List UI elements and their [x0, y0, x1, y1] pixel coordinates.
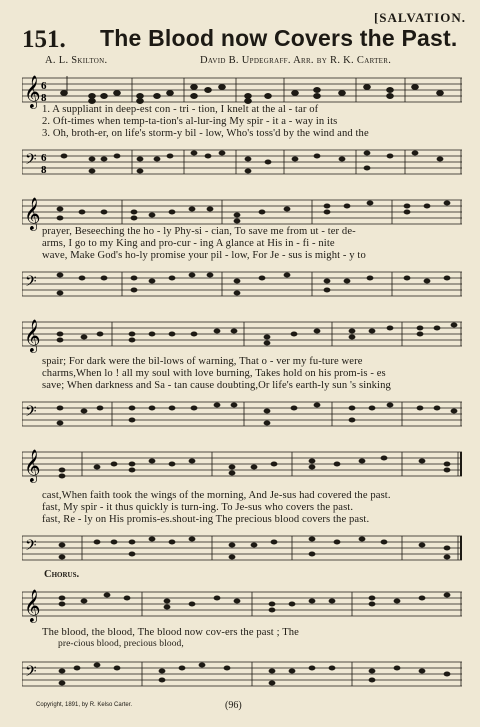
hymn-title: The Blood now Covers the Past.	[100, 25, 458, 51]
bass-staff-4	[22, 526, 462, 568]
treble-staff-chorus	[22, 582, 462, 626]
treble-staff-4	[22, 442, 462, 488]
page-number: (96)	[225, 700, 242, 711]
treble-staff-3	[22, 312, 462, 356]
bass-staff-2	[22, 262, 462, 308]
lyric-line: arms, I go to my King and pro-cur - ing A glance at His in - fi - nite	[42, 238, 335, 249]
lyric-line: 1. A suppliant in deep-est con - tri - tion, I knelt at the al - tar of	[42, 104, 319, 115]
lyric-line: wave, Make God's ho-ly promise your pil - low, For Je - sus is might - y to	[42, 250, 366, 261]
bass-clef-icon: 𝄢	[25, 273, 37, 294]
lyric-line: charms,When lo ! all my soul with love burning, Takes hold on his prom-is - es	[42, 368, 386, 379]
words-credit: A. L. Skilton.	[45, 55, 108, 66]
bass-staff-3	[22, 392, 462, 438]
treble-clef-icon: 𝄞	[24, 75, 41, 108]
svg-text:8: 8	[41, 164, 47, 176]
hymn-number: 151.	[22, 26, 66, 53]
chorus-lyric-line: The blood, the blood, The blood now cov-ers the past ; The	[42, 627, 299, 638]
chorus-label: Chorus.	[44, 569, 80, 580]
treble-clef-icon: 𝄞	[24, 589, 41, 622]
treble-clef-icon: 𝄞	[24, 319, 41, 352]
bass-staff-chorus	[22, 652, 462, 696]
treble-clef-icon: 𝄞	[24, 197, 41, 230]
lyric-line: spair; For dark were the bil-lows of warning, That o - ver my fu-ture were	[42, 356, 363, 367]
music-credit: David B. Updegraff. Arr. by R. K. Carter.	[200, 55, 392, 66]
chorus-lyric-line: pre-cious blood, precious blood,	[58, 639, 184, 649]
treble-clef-icon: 𝄞	[24, 449, 41, 482]
bass-clef-icon: 𝄢	[25, 663, 37, 684]
bass-staff-1	[22, 140, 462, 188]
lyric-line: fast, My spir - it thus quickly is turn-ing. To Je-sus who covers the past.	[42, 502, 354, 513]
lyric-line: fast, Re - ly on His promis-es.shout-ing The precious blood covers the past.	[42, 514, 370, 525]
lyric-line: 2. Oft-times when temp-ta-tion's al-lur-ing My spir - it a - way in its	[42, 116, 338, 127]
category-label: [SALVATION.	[373, 10, 466, 25]
bass-clef-icon: 𝄢	[25, 151, 37, 172]
svg-text:8: 8	[41, 92, 47, 104]
copyright-notice: Copyright, 1891, by R. Kelso Carter.	[36, 702, 133, 708]
lyric-line: cast,When faith took the wings of the morning, And Je-sus had covered the past.	[42, 490, 391, 501]
lyric-line: save; When darkness and Sa - tan cause doubting,Or life's earth-ly sun 's sinking	[42, 380, 391, 391]
svg-text:6: 6	[41, 80, 47, 92]
bass-clef-icon: 𝄢	[25, 403, 37, 424]
svg-text:6: 6	[41, 152, 47, 164]
lyric-line: prayer, Beseeching the ho - ly Phy-si - cian, To save me from ut - ter de-	[42, 226, 356, 237]
lyric-line: 3. Oh, broth-er, on life's storm-y bil - low, Who's toss'd by the wind and the	[42, 128, 369, 139]
bass-clef-icon: 𝄢	[25, 537, 37, 558]
